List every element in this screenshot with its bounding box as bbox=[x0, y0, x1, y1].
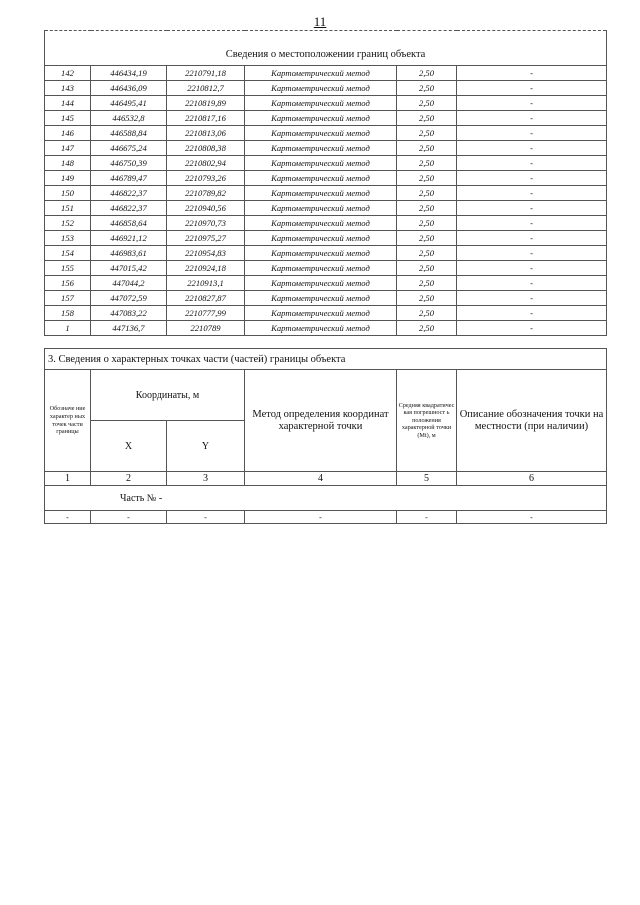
cell-point-number: 142 bbox=[45, 66, 91, 81]
cell-x: 446436,09 bbox=[91, 81, 167, 96]
page-number: 11 bbox=[313, 14, 327, 29]
empty-cell: - bbox=[91, 511, 167, 524]
cell-description: - bbox=[457, 216, 607, 231]
cell-description: - bbox=[457, 126, 607, 141]
cell-point-number: 154 bbox=[45, 246, 91, 261]
cell-point-number: 149 bbox=[45, 171, 91, 186]
section-title: Сведения о местоположении границ объекта bbox=[45, 31, 607, 66]
cell-y: 2210802,94 bbox=[167, 156, 245, 171]
table-row bbox=[45, 246, 607, 261]
cell-method: Картометрический метод bbox=[245, 321, 397, 336]
column-numbers-row bbox=[45, 472, 607, 486]
table-title-row bbox=[45, 31, 607, 66]
table-row bbox=[45, 171, 607, 186]
cell-accuracy: 2,50 bbox=[397, 96, 457, 111]
table-row bbox=[45, 216, 607, 231]
cell-x: 447044,2 bbox=[91, 276, 167, 291]
cell-x: 446495,41 bbox=[91, 96, 167, 111]
cell-x: 446983,61 bbox=[91, 246, 167, 261]
cell-y: 2210789,82 bbox=[167, 186, 245, 201]
column-number: 1 bbox=[45, 472, 91, 486]
cell-description: - bbox=[457, 201, 607, 216]
header-x: X bbox=[91, 421, 167, 472]
cell-method: Картометрический метод bbox=[245, 141, 397, 156]
section-title-row bbox=[45, 349, 607, 370]
cell-accuracy: 2,50 bbox=[397, 186, 457, 201]
cell-method: Картометрический метод bbox=[245, 96, 397, 111]
cell-y: 2210813,06 bbox=[167, 126, 245, 141]
cell-description: - bbox=[457, 171, 607, 186]
cell-method: Картометрический метод bbox=[245, 231, 397, 246]
cell-point-number: 148 bbox=[45, 156, 91, 171]
cell-point-number: 146 bbox=[45, 126, 91, 141]
part-row bbox=[45, 486, 607, 511]
cell-x: 446532,8 bbox=[91, 111, 167, 126]
cell-accuracy: 2,50 bbox=[397, 306, 457, 321]
column-number: 3 bbox=[167, 472, 245, 486]
cell-accuracy: 2,50 bbox=[397, 246, 457, 261]
cell-x: 447083,22 bbox=[91, 306, 167, 321]
cell-method: Картометрический метод bbox=[245, 276, 397, 291]
table-row bbox=[45, 96, 607, 111]
cell-y: 2210940,56 bbox=[167, 201, 245, 216]
table-row bbox=[45, 321, 607, 336]
table-row bbox=[45, 66, 607, 81]
cell-y: 2210808,38 bbox=[167, 141, 245, 156]
cell-accuracy: 2,50 bbox=[397, 261, 457, 276]
cell-method: Картометрический метод bbox=[245, 81, 397, 96]
cell-point-number: 156 bbox=[45, 276, 91, 291]
boundary-table bbox=[44, 30, 607, 336]
cell-y: 2210924,18 bbox=[167, 261, 245, 276]
cell-method: Картометрический метод bbox=[245, 156, 397, 171]
cell-x: 446858,64 bbox=[91, 216, 167, 231]
cell-accuracy: 2,50 bbox=[397, 141, 457, 156]
column-number: 4 bbox=[245, 472, 397, 486]
cell-method: Картометрический метод bbox=[245, 291, 397, 306]
cell-description: - bbox=[457, 321, 607, 336]
cell-accuracy: 2,50 bbox=[397, 111, 457, 126]
header-description: Описание обозначения точки на местности (при наличии) bbox=[457, 370, 607, 472]
cell-description: - bbox=[457, 96, 607, 111]
table-row bbox=[45, 141, 607, 156]
cell-accuracy: 2,50 bbox=[397, 126, 457, 141]
table-row bbox=[45, 276, 607, 291]
cell-point-number: 145 bbox=[45, 111, 91, 126]
cell-method: Картометрический метод bbox=[245, 111, 397, 126]
cell-method: Картометрический метод bbox=[245, 66, 397, 81]
cell-y: 2210913,1 bbox=[167, 276, 245, 291]
cell-x: 446434,19 bbox=[91, 66, 167, 81]
table-row bbox=[45, 156, 607, 171]
table-row bbox=[45, 81, 607, 96]
cell-point-number: 144 bbox=[45, 96, 91, 111]
table-row bbox=[45, 261, 607, 276]
header-coords: Координаты, м bbox=[91, 370, 245, 421]
header-point-label: Обозначе ние характер ных точек части границы bbox=[45, 370, 91, 472]
cell-description: - bbox=[457, 291, 607, 306]
cell-point-number: 1 bbox=[45, 321, 91, 336]
empty-data-row bbox=[45, 511, 607, 524]
cell-description: - bbox=[457, 141, 607, 156]
cell-x: 447136,7 bbox=[91, 321, 167, 336]
cell-method: Картометрический метод bbox=[245, 171, 397, 186]
cell-method: Картометрический метод bbox=[245, 216, 397, 231]
cell-y: 2210954,83 bbox=[167, 246, 245, 261]
cell-point-number: 152 bbox=[45, 216, 91, 231]
cell-description: - bbox=[457, 261, 607, 276]
cell-method: Картометрический метод bbox=[245, 261, 397, 276]
empty-cell: - bbox=[457, 511, 607, 524]
cell-description: - bbox=[457, 66, 607, 81]
cell-x: 446921,12 bbox=[91, 231, 167, 246]
cell-point-number: 143 bbox=[45, 81, 91, 96]
table-row bbox=[45, 306, 607, 321]
cell-x: 446822,37 bbox=[91, 201, 167, 216]
cell-description: - bbox=[457, 111, 607, 126]
empty-cell: - bbox=[167, 511, 245, 524]
header-method: Метод определения координат характерной точки bbox=[245, 370, 397, 472]
table-row bbox=[45, 231, 607, 246]
cell-accuracy: 2,50 bbox=[397, 66, 457, 81]
cell-x: 446789,47 bbox=[91, 171, 167, 186]
cell-y: 2210789 bbox=[167, 321, 245, 336]
table-row bbox=[45, 201, 607, 216]
cell-accuracy: 2,50 bbox=[397, 276, 457, 291]
cell-y: 2210791,18 bbox=[167, 66, 245, 81]
cell-y: 2210827,87 bbox=[167, 291, 245, 306]
part-points-table bbox=[44, 348, 607, 524]
table-row bbox=[45, 186, 607, 201]
cell-accuracy: 2,50 bbox=[397, 216, 457, 231]
cell-description: - bbox=[457, 276, 607, 291]
cell-y: 2210817,16 bbox=[167, 111, 245, 126]
cell-description: - bbox=[457, 156, 607, 171]
header-row-1 bbox=[45, 370, 607, 421]
cell-x: 446675,24 bbox=[91, 141, 167, 156]
cell-accuracy: 2,50 bbox=[397, 291, 457, 306]
cell-accuracy: 2,50 bbox=[397, 231, 457, 246]
column-number: 6 bbox=[457, 472, 607, 486]
cell-x: 446588,84 bbox=[91, 126, 167, 141]
cell-point-number: 157 bbox=[45, 291, 91, 306]
cell-x: 446750,39 bbox=[91, 156, 167, 171]
cell-y: 2210970,73 bbox=[167, 216, 245, 231]
cell-x: 447015,42 bbox=[91, 261, 167, 276]
cell-method: Картометрический метод bbox=[245, 186, 397, 201]
cell-point-number: 147 bbox=[45, 141, 91, 156]
header-accuracy: Средняя квадратичес кая погрешност ь положения характерной точки (Mt), м bbox=[397, 370, 457, 472]
empty-cell: - bbox=[45, 511, 91, 524]
cell-method: Картометрический метод bbox=[245, 201, 397, 216]
empty-cell: - bbox=[397, 511, 457, 524]
cell-description: - bbox=[457, 81, 607, 96]
cell-accuracy: 2,50 bbox=[397, 171, 457, 186]
cell-description: - bbox=[457, 306, 607, 321]
table-row bbox=[45, 126, 607, 141]
cell-accuracy: 2,50 bbox=[397, 201, 457, 216]
cell-method: Картометрический метод bbox=[245, 246, 397, 261]
cell-point-number: 158 bbox=[45, 306, 91, 321]
cell-point-number: 150 bbox=[45, 186, 91, 201]
cell-description: - bbox=[457, 186, 607, 201]
table-row bbox=[45, 291, 607, 306]
cell-y: 2210975,27 bbox=[167, 231, 245, 246]
cell-accuracy: 2,50 bbox=[397, 81, 457, 96]
cell-x: 446822,37 bbox=[91, 186, 167, 201]
cell-y: 2210793,26 bbox=[167, 171, 245, 186]
cell-description: - bbox=[457, 231, 607, 246]
cell-y: 2210777,99 bbox=[167, 306, 245, 321]
section3-title: 3. Сведения о характерных точках части (частей) границы объекта bbox=[45, 349, 607, 370]
empty-cell: - bbox=[245, 511, 397, 524]
cell-point-number: 151 bbox=[45, 201, 91, 216]
header-y: Y bbox=[167, 421, 245, 472]
cell-method: Картометрический метод bbox=[245, 126, 397, 141]
cell-y: 2210812,7 bbox=[167, 81, 245, 96]
part-label: Часть № - bbox=[45, 486, 607, 511]
table-row bbox=[45, 111, 607, 126]
cell-accuracy: 2,50 bbox=[397, 321, 457, 336]
cell-y: 2210819,89 bbox=[167, 96, 245, 111]
column-number: 2 bbox=[91, 472, 167, 486]
cell-method: Картометрический метод bbox=[245, 306, 397, 321]
cell-x: 447072,59 bbox=[91, 291, 167, 306]
cell-point-number: 153 bbox=[45, 231, 91, 246]
column-number: 5 bbox=[397, 472, 457, 486]
cell-description: - bbox=[457, 246, 607, 261]
cell-point-number: 155 bbox=[45, 261, 91, 276]
cell-accuracy: 2,50 bbox=[397, 156, 457, 171]
